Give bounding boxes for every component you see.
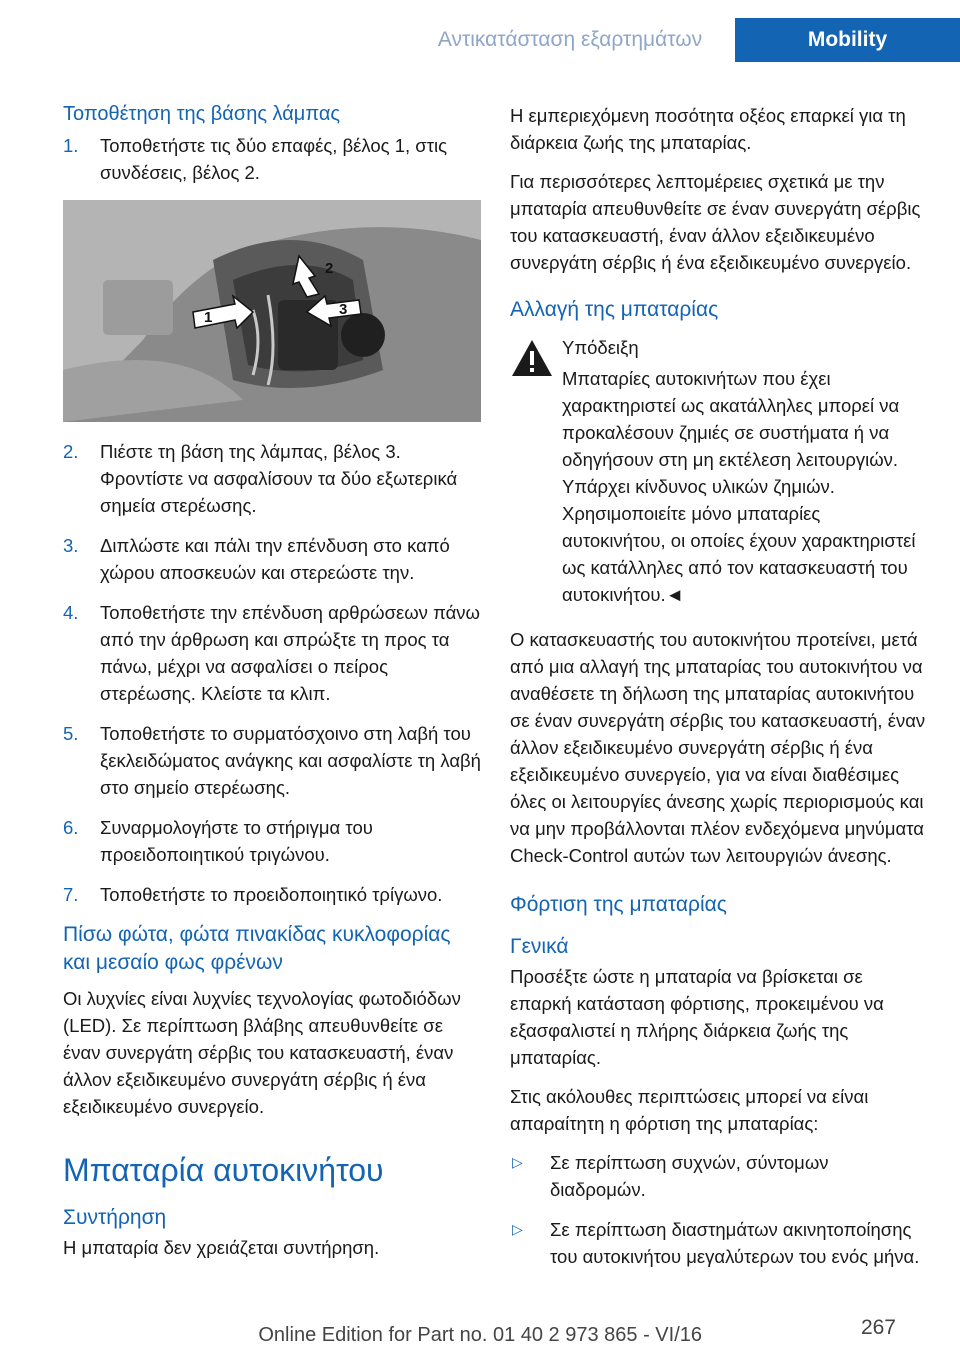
step-number: 2. <box>63 441 79 462</box>
steps-list-b <box>63 438 483 908</box>
rear-lights-heading: Πίσω φώτα, φώτα πινακίδας κυκλοφορίας και μεσαίο φως φρένων <box>63 923 451 974</box>
step-number: 3. <box>63 535 79 556</box>
battery-change-heading: Αλλαγή της μπαταρίας <box>510 298 719 321</box>
list-item-text: Σε περίπτωση διαστημάτων ακινητοποίησης του αυτοκινήτου μεγαλύτερων του ενός μήνα. <box>550 1219 920 1267</box>
lamp-socket-heading: Τοποθέτηση της βάσης λάμπας <box>63 103 341 125</box>
step-number: 5. <box>63 723 79 744</box>
page-header <box>405 18 960 62</box>
header-section-title: Αντικατάσταση εξαρτημάτων <box>437 28 703 51</box>
bullet-arrow-icon: ▷ <box>512 1221 523 1237</box>
step-text: Διπλώστε και πάλι την επένδυση στο καπό χώρου αποσκευών και στερεώστε την. <box>100 535 450 583</box>
rear-lights-text: Οι λυχνίες είναι λυχνίες τεχνολογίας φωτοδιόδων (LED). Σε περίπτωση βλάβης απευθυνθείτε σε έναν συνεργάτη σέρβις του κατασκευαστή, έναν άλλον εξειδικευμένο συνεργάτη σέρβις ή ένα εξειδικευμένο συνεργείο. <box>63 988 461 1117</box>
registration-text: Ο κατασκευαστής του αυτοκινήτου προτείνει, μετά από μια αλλαγή της μπαταρίας του αυτοκινήτου να αναθέσετε τη δήλωση της μπαταρίας αυτοκινήτου σε έναν συνεργάτη σέρβις του κατασκευαστή, έναν άλλον εξειδικευμένο συνεργάτη σέρβις ή ένα εξειδικευμένο συνεργείο, για να είναι διαθέσιμες όλες οι λειτουργίες άνεσης χωρίς περιορισμούς και να μην προβάλλονται πλέον ενδεχόμενα μηνύματα Check-Control αυτών των λειτουργιών άνεσης. <box>510 629 926 866</box>
battery-details-text: Για περισσότερες λεπτομέρειες σχετικά με την μπαταρία απευθυνθείτε σε έναν συνεργάτη σέρβις του κατασκευαστή, έναν άλλον εξειδικευμένο συνεργάτη σέρβις ή ένα εξειδικευμένο συνεργείο. <box>510 171 921 273</box>
steps-list-a <box>63 132 483 186</box>
warning-note <box>510 334 928 612</box>
bullet-arrow-icon: ▷ <box>512 1154 523 1170</box>
maintenance-heading: Συντήρηση <box>63 1206 167 1229</box>
charge-cases-list <box>510 1149 928 1270</box>
step-text: Τοποθετήστε τις δύο επαφές, βέλος 1, στις συνδέσεις, βέλος 2. <box>100 135 448 183</box>
figure-label: 3 <box>339 301 348 318</box>
figure-label: 1 <box>204 309 213 326</box>
edition-text: Online Edition for Part no. 01 40 2 973 865 - VI/16 <box>258 1324 702 1346</box>
step-number: 1. <box>63 135 79 156</box>
battery-charge-heading: Φόρτιση της μπαταρίας <box>510 893 727 916</box>
page-number: 267 <box>860 1316 896 1339</box>
step-item <box>63 599 483 707</box>
figure-label: 2 <box>325 260 334 277</box>
step-text: Πιέστε τη βάση της λάμπας, βέλος 3. Φροντίστε να ασφαλίσουν τα δύο εξωτερικά σημεία στερέωσης. <box>100 441 458 516</box>
list-item <box>510 1216 928 1270</box>
lamp-socket-illustration <box>63 200 481 422</box>
warning-triangle-icon <box>510 338 554 378</box>
note-title: Υπόδειξη <box>562 337 639 358</box>
step-item <box>63 814 483 868</box>
lamp-socket-photo <box>63 200 481 422</box>
step-text: Τοποθετήστε το προειδοποιητικό τρίγωνο. <box>100 884 443 905</box>
maintenance-text: Η μπαταρία δεν χρειάζεται συντήρηση. <box>63 1237 380 1258</box>
list-item-text: Σε περίπτωση συχνών, σύντομων διαδρομών. <box>550 1152 829 1200</box>
note-text: Μπαταρίες αυτοκινήτων που έχει χαρακτηριστεί ως ακατάλληλες μπορεί να προκαλέσουν ζημιές σε συστήματα ή να οδηγήσουν στη μη εκτέλεση λειτουργιών. Υπάρχει κίνδυνος υλικών ζημιών. Χρησιμοποιείτε μόνο μπαταρίες αυτοκινήτου, οι οποίες έχουν χαρακτηριστεί ως κατάλληλες από τον κατασκευαστή του αυτοκινήτου.◄ <box>562 368 916 605</box>
right-column <box>510 102 928 1283</box>
charge-cases-text: Στις ακόλουθες περιπτώσεις μπορεί να είναι απαραίτητη η φόρτιση της μπαταρίας: <box>510 1086 869 1134</box>
step-number: 4. <box>63 602 79 623</box>
step-item <box>63 532 483 586</box>
charge-state-text: Προσέξτε ώστε η μπαταρία να βρίσκεται σε επαρκή κατάσταση φόρτισης, προκειμένου να εξασφαλιστεί η πλήρης διάρκεια ζωής της μπαταρίας. <box>510 966 884 1068</box>
step-text: Συναρμολογήστε το στήριγμα του προειδοποιητικού τριγώνου. <box>100 817 373 865</box>
step-number: 6. <box>63 817 79 838</box>
step-item <box>63 881 483 908</box>
list-item <box>510 1149 928 1203</box>
header-chapter-tab: Mobility <box>735 18 960 62</box>
left-column <box>63 102 483 1273</box>
acid-text: Η εμπεριεχόμενη ποσότητα οξέος επαρκεί για τη διάρκεια ζωής της μπαταρίας. <box>510 105 906 153</box>
vehicle-battery-heading: Μπαταρία αυτοκινήτου <box>63 1152 384 1188</box>
step-number: 7. <box>63 884 79 905</box>
step-item <box>63 132 483 186</box>
step-item <box>63 720 483 801</box>
step-text: Τοποθετήστε το συρματόσχοινο στη λαβή του ξεκλειδώματος ανάγκης και ασφαλίστε τη λαβή στο σημείο στερέωσης. <box>100 723 481 798</box>
step-item <box>63 438 483 519</box>
general-heading: Γενικά <box>510 935 569 958</box>
step-text: Τοποθετήστε την επένδυση αρθρώσεων πάνω από την άρθρωση και σπρώξτε τη προς τα πάνω, μέχρι να ασφαλίσει ο πείρος στερέωσης. Κλείστε τα κλιπ. <box>100 602 480 704</box>
